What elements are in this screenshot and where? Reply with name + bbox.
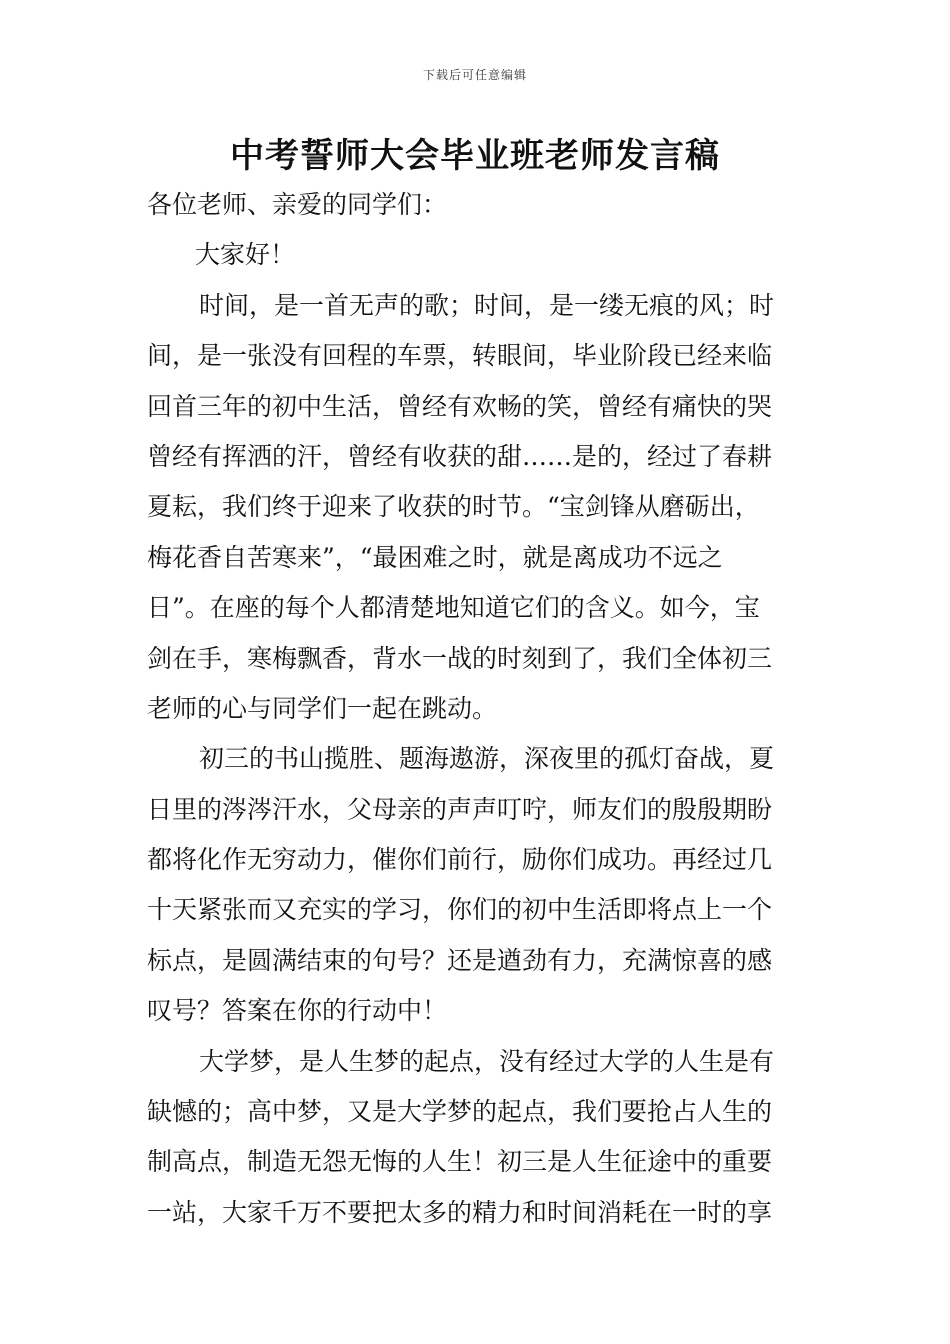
paragraph-line: 日”。在座的每个人都清楚地知道它们的含义。如今，宝: [147, 593, 760, 623]
paragraph-line: 日里的涔涔汗水，父母亲的声声叮咛，师友们的殷殷期盼: [147, 794, 773, 824]
header-note: 下载后可任意编辑: [422, 68, 527, 82]
paragraph-line: 十天紧张而又充实的学习，你们的初中生活即将点上一个: [147, 895, 773, 925]
paragraph-line: 梅花香自苦寒来”，“最困难之时，就是离成功不远之: [147, 542, 723, 572]
paragraph-line: 标点，是圆满结束的句号？还是遒劲有力，充满惊喜的感: [147, 945, 773, 975]
paragraph-line: 制高点，制造无怨无悔的人生！初三是人生征途中的重要: [147, 1147, 773, 1177]
document-title: 中考誓师大会毕业班老师发言稿: [230, 136, 720, 176]
document-body: [147, 180, 807, 1238]
greeting-line: 大家好！: [195, 240, 296, 270]
paragraph-line: 一站，大家千万不要把太多的精力和时间消耗在一时的享: [147, 1197, 773, 1227]
paragraph-line: 缺憾的；高中梦，又是大学梦的起点，我们要抢占人生的: [147, 1097, 773, 1127]
paragraph-line: 初三的书山揽胜、题海遨游，深夜里的孤灯奋战，夏: [199, 744, 775, 774]
paragraph-line: 曾经有挥洒的汗，曾经有收获的甜……是的，经过了春耕: [147, 441, 773, 471]
paragraph-line: 大学梦，是人生梦的起点，没有经过大学的人生是有: [199, 1046, 775, 1076]
paragraph-line: 间，是一张没有回程的车票，转眼间，毕业阶段已经来临: [147, 341, 773, 371]
paragraph-line: 剑在手，寒梅飘香，背水一战的时刻到了，我们全体初三: [147, 643, 773, 673]
paragraph-line: 都将化作无穷动力，催你们前行，励你们成功。再经过几: [147, 845, 773, 875]
paragraph-line: 老师的心与同学们一起在跳动。: [147, 693, 498, 723]
paragraph-line: 回首三年的初中生活，曾经有欢畅的笑，曾经有痛快的哭: [147, 391, 773, 421]
paragraph-line: 时间，是一首无声的歌；时间，是一缕无痕的风；时: [199, 290, 775, 320]
salutation-line: 各位老师、亲爱的同学们：: [147, 190, 448, 219]
paragraph-line: 夏耘，我们终于迎来了收获的时节。“宝剑锋从磨砺出，: [147, 492, 760, 522]
paragraph-line: 叹号？答案在你的行动中！: [147, 996, 448, 1026]
